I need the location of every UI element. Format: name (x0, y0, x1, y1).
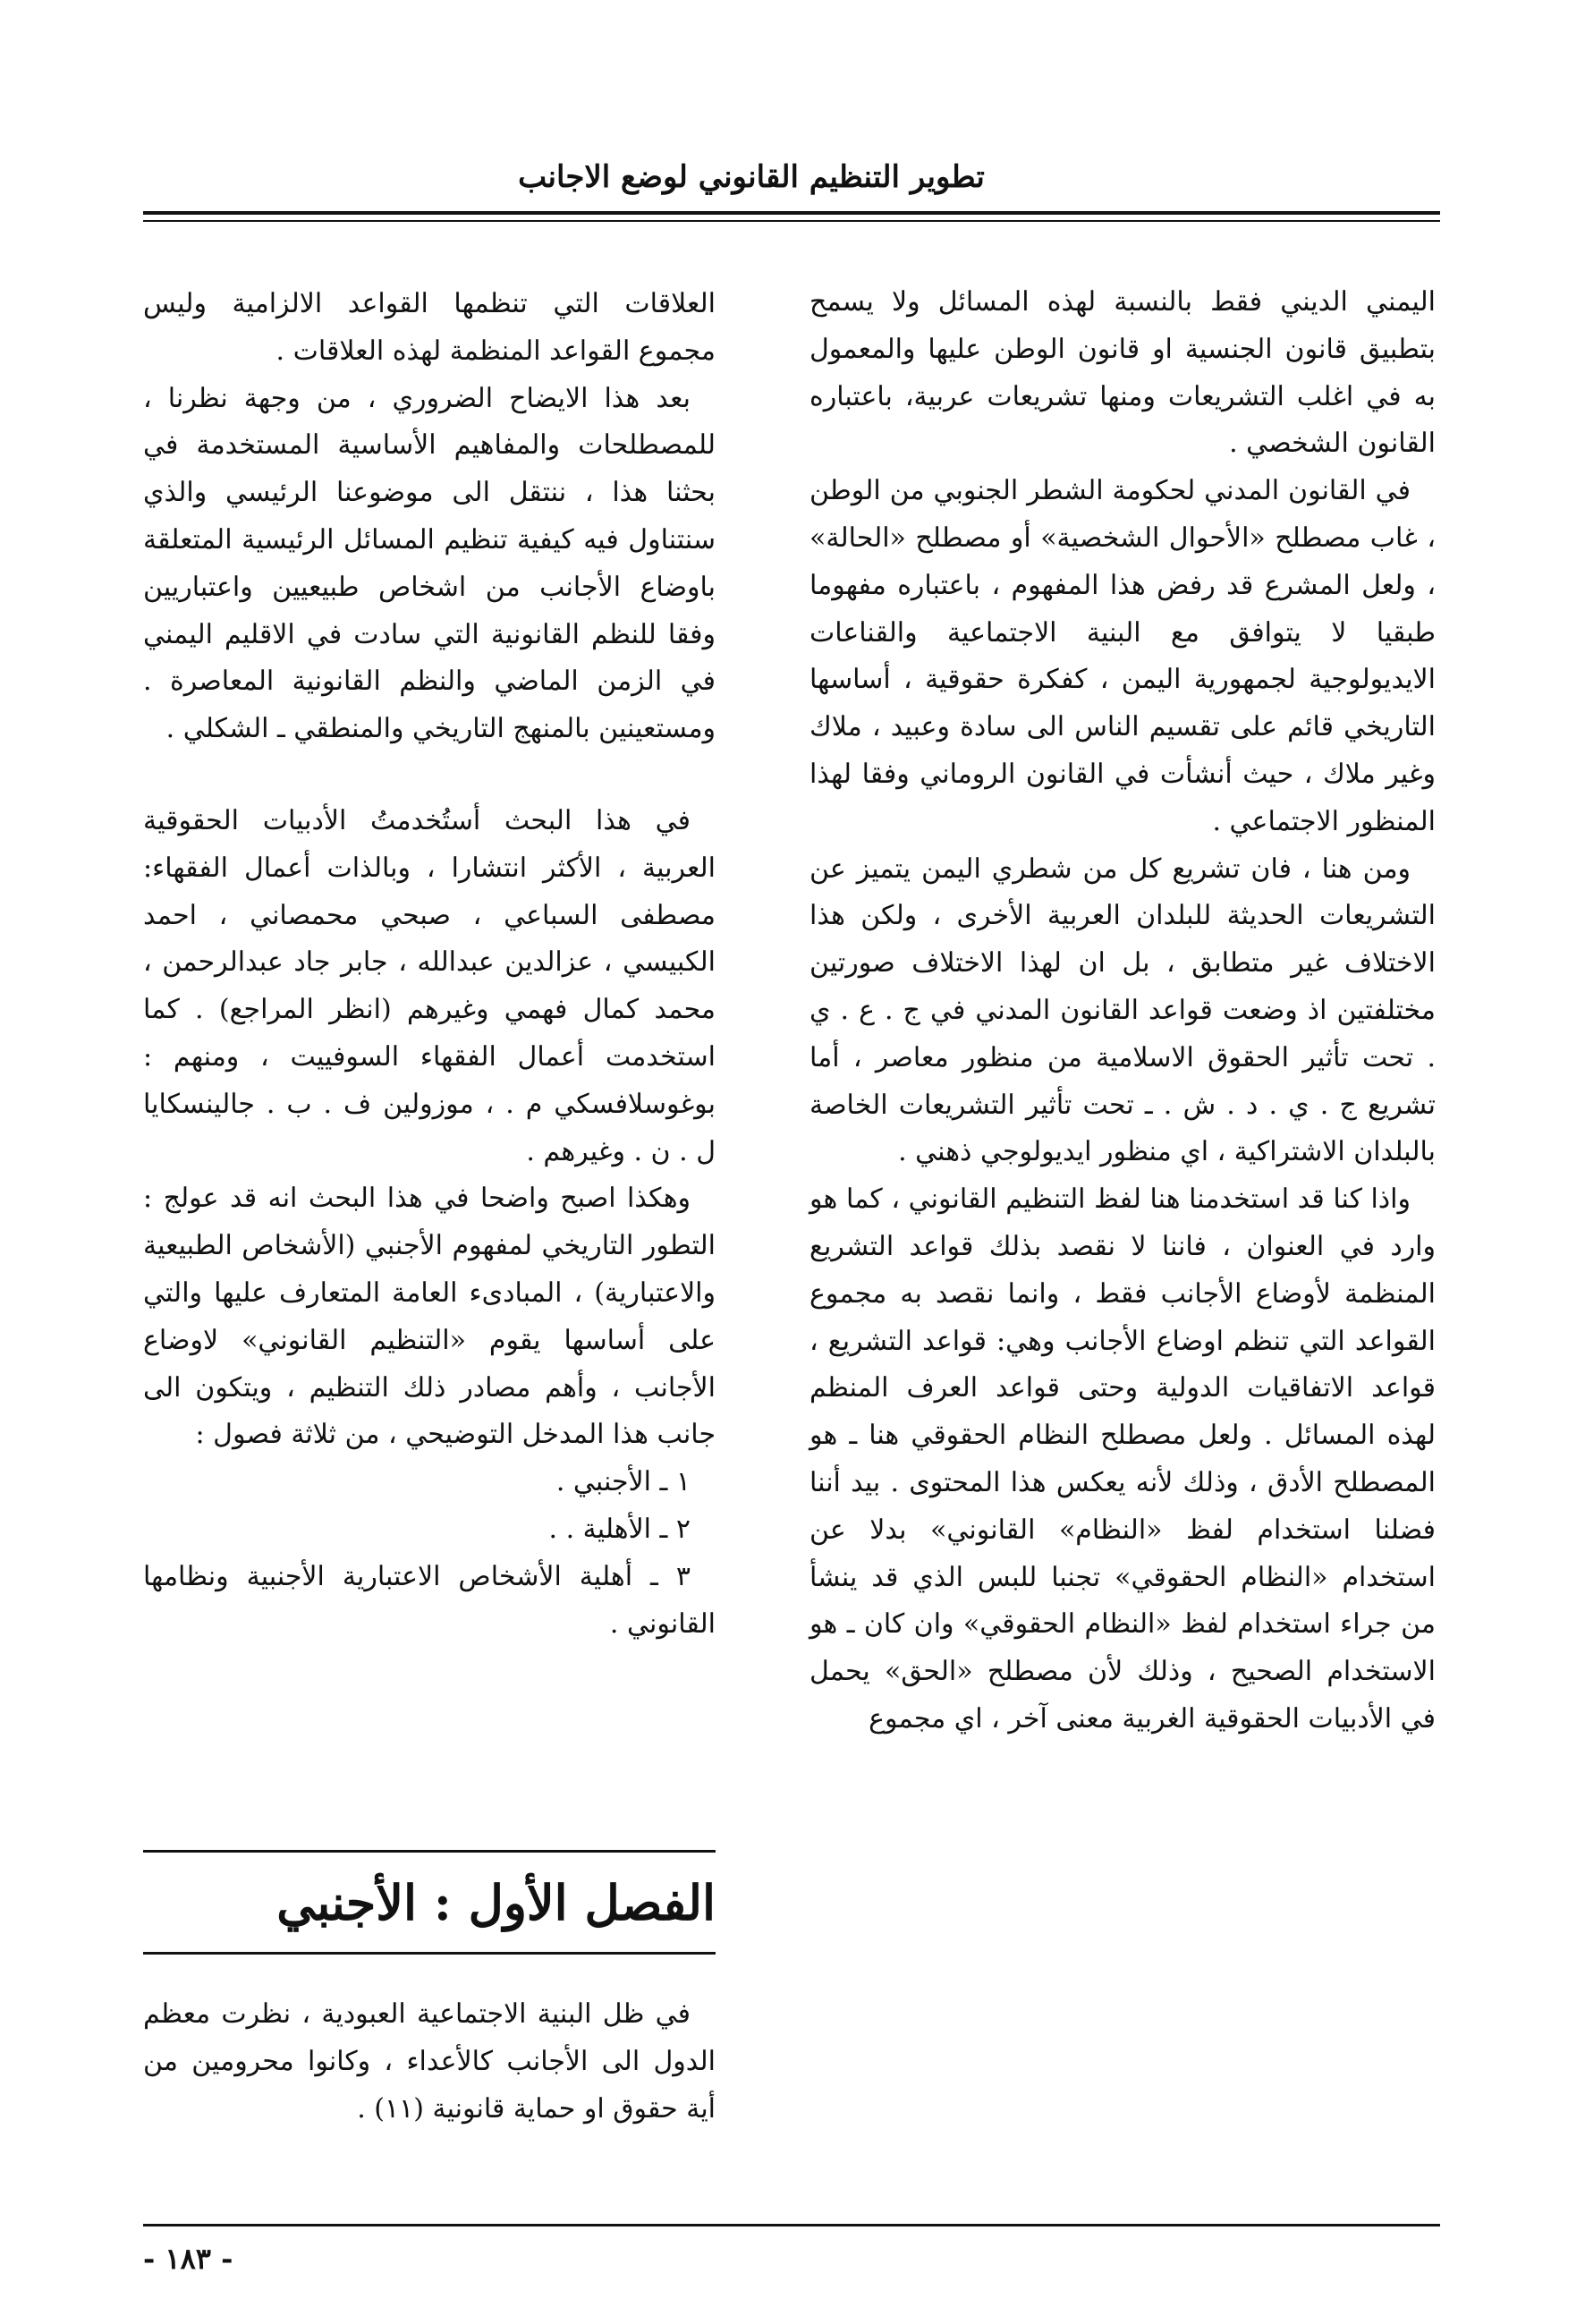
chapter-title: الفصل الأول : الأجنبي (276, 1874, 716, 1931)
right-column (809, 279, 1436, 1743)
header-rule-thick (143, 211, 1440, 215)
left-paragraph-1: العلاقات التي تنظمها القواعد الالزامية وليس مجموع القواعد المنظمة لهذه العلاقات . (143, 288, 716, 367)
left-paragraph-3: في هذا البحث أستُخدمتُ الأدبيات الحقوقية العربية ، الأكثر انتشارا ، وبالذات أعمال الفقهاء: مصطفى السباعي ، صبحي محمصاني ، احمد الكبيسي ، عزالدين عبدالله ، جابر جاد عبدالرحمن ، محمد كمال فهمي وغيرهم (انظر المراجع) . كما استخدمت أعمال الفقهاء السوفييت ، ومنهم : بوغوسلافسكي م . ، موزولين ف . ب . جالينسكايا ل . ن . وغيرهم . (143, 804, 716, 1167)
footer-rule (143, 2224, 1440, 2226)
chapter-paragraph: في ظل البنية الاجتماعية العبودية ، نظرت معظم الدول الى الأجانب كالأعداء ، وكانوا محرومين من أية حقوق او حماية قانونية (١١) . (143, 1998, 716, 2125)
page-number: - ١٨٣ - (143, 2242, 233, 2276)
header-rule-thin (143, 220, 1440, 222)
list-item: ٣ ـ أهلية الأشخاص الاعتبارية الأجنبية ونظامها القانوني . (143, 1560, 716, 1640)
right-paragraph-4: واذا كنا قد استخدمنا هنا لفظ التنظيم القانوني ، كما هو وارد في العنوان ، فاننا لا نقصد بذلك قواعد التشريع المنظمة لأوضاع الأجانب فقط ، وانما نقصد به مجموع القواعد التي تنظم اوضاع الأجانب وهي: قواعد التشريع ، قواعد الاتفاقيات الدولية وحتى قواعد العرف المنظم لهذه المسائل . ولعل مصطلح النظام الحقوقي هنا ـ هو المصطلح الأدق ، وذلك لأنه يعكس هذا المحتوى . بيد أننا فضلنا استخدام لفظ «النظام» القانوني» بدلا عن استخدام «النظام الحقوقي» تجنبا للبس الذي قد ينشأ من جراء استخدام لفظ «النظام الحقوقي» وان كان ـ هو الاستخدام الصحيح ، وذلك لأن مصطلح «الحق» يحمل في الأدبيات الحقوقية الغربية معنى آخر ، اي مجموع (809, 1183, 1436, 1735)
right-paragraph-3: ومن هنا ، فان تشريع كل من شطري اليمن يتميز عن التشريعات الحديثة للبلدان العربية الأخرى ، ولكن هذا الاختلاف غير متطابق ، بل ان لهذا الاختلاف صورتين مختلفتين اذ وضعت قواعد القانون المدني في ج . ع . ي . تحت تأثير الحقوق الاسلامية من منظور معاصر ، أما تشريع ج . ي . د . ش . ـ تحت تأثير التشريعات الخاصة بالبلدان الاشتراكية ، اي منظور ايديولوجي ذهني . (809, 852, 1436, 1168)
chapter-rule-top (143, 1850, 716, 1853)
chapter-rule-bottom (143, 1952, 716, 1955)
left-column (143, 281, 716, 1648)
list-item: ٢ ـ الأهلية . . (548, 1513, 691, 1545)
list-item: ١ ـ الأجنبي . (555, 1466, 691, 1498)
paragraph-gap (143, 753, 716, 798)
left-paragraph-2: بعد هذا الايضاح الضروري ، من وجهة نظرنا ، للمصطلحات والمفاهيم الأساسية المستخدمة في بحثنا هذا ، ننتقل الى موضوعنا الرئيسي والذي سنتناول فيه كيفية تنظيم المسائل الرئيسية المتعلقة باوضاع الأجانب من اشخاص طبيعيين واعتباريين وفقا للنظم القانونية التي سادت في الاقليم اليمني في الزمن الماضي والنظم القانونية المعاصرة . ومستعينين بالمنهج التاريخي والمنطقي ـ الشكلي . (143, 382, 716, 745)
left-paragraph-4: وهكذا اصبح واضحا في هذا البحث انه قد عولج : التطور التاريخي لمفهوم الأجنبي (الأشخاص الطبيعية والاعتبارية) ، المبادىء العامة المتعارف عليها والتي على أساسها يقوم «التنظيم القانوني» لاوضاع الأجانب ، وأهم مصادر ذلك التنظيم ، ويتكون الى جانب هذا المدخل التوضيحي ، من ثلاثة فصول : (143, 1183, 716, 1451)
running-header: تطوير التنظيم القانوني لوضع الاجانب (518, 159, 985, 195)
right-paragraph-2: في القانون المدني لحكومة الشطر الجنوبي من الوطن ، غاب مصطلح «الأحوال الشخصية» أو مصطلح «الحالة» ، ولعل المشرع قد رفض هذا المفهوم ، باعتباره مفهوما طبقيا لا يتوافق مع البنية الاجتماعية والقناعات الايديولوجية لجمهورية اليمن ، كفكرة حقوقية ، أساسها التاريخي قائم على تقسيم الناس الى سادة وعبيد ، ملاك وغير ملاك ، حيث أنشأت في القانون الروماني وفقا لهذا المنظور الاجتماعي . (809, 475, 1436, 837)
right-paragraph-1: اليمني الديني فقط بالنسبة لهذه المسائل ولا يسمح بتطبيق قانون الجنسية او قانون الوطن عليها والمعمول به في اغلب التشريعات ومنها تشريعات عربية، باعتباره القانون الشخصي . (809, 286, 1436, 460)
chapter-body (143, 1991, 716, 2133)
